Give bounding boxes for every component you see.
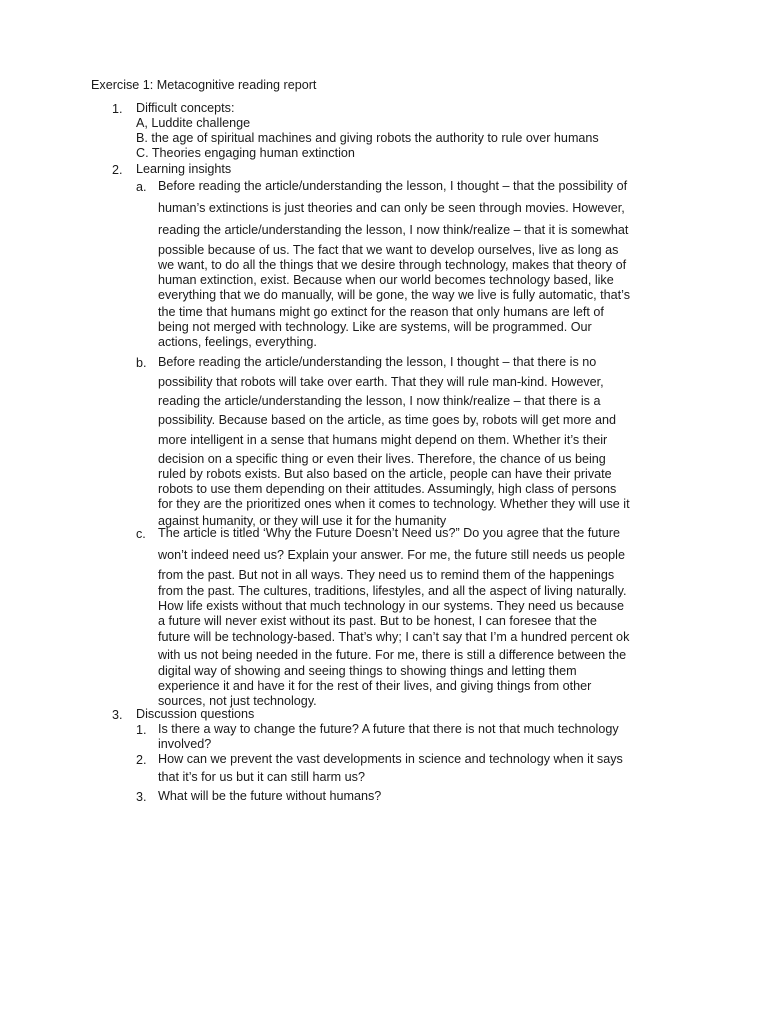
paragraph-line: from the past. The cultures, traditions, lifestyles, and all the aspect of living naturally. (158, 584, 627, 598)
paragraph-line: possibility. Because based on the article, as time goes by, robots will get more and (158, 413, 617, 427)
paragraph-line: actions, feelings, everything. (158, 335, 317, 349)
paragraph-line: ruled by robots exists. But also based on the article, people can have their private (158, 467, 612, 481)
subitem-2c-paragraph (158, 526, 718, 709)
paragraph-line: human’s extinctions is just theories and can only be seen through movies. However, (158, 201, 625, 215)
question-line: that it’s for us but it can still harm us? (158, 770, 365, 784)
paragraph-line: sources, not just technology. (158, 694, 317, 708)
item-3-heading: Discussion questions (136, 707, 255, 721)
paragraph-line: being not merged with technology. Like are systems, will be programmed. Our (158, 320, 592, 334)
question-line: Is there a way to change the future? A future that there is not that much technology (158, 722, 619, 736)
question-line: How can we prevent the vast developments in science and technology when it says (158, 752, 623, 766)
item-1-number: 1. (112, 102, 123, 116)
paragraph-line: decision on a specific thing or even their lives. Therefore, the chance of us being (158, 452, 606, 466)
paragraph-line: reading the article/understanding the lesson, I now think/realize – that it is somewhat (158, 223, 629, 237)
question-line: What will be the future without humans? (158, 789, 382, 803)
document-title: Exercise 1: Metacognitive reading report (91, 78, 317, 92)
question-1-marker: 1. (136, 723, 147, 737)
question-2-marker: 2. (136, 753, 147, 767)
item-1-line: B. the age of spiritual machines and giving robots the authority to rule over humans (136, 131, 599, 145)
paragraph-line: more intelligent in a sense that humans might depend on them. Whether it’s their (158, 433, 608, 447)
item-1-block (136, 101, 599, 161)
question-1 (158, 722, 718, 752)
subitem-2a-marker: a. (136, 180, 147, 194)
paragraph-line: a future will never exist without its past. But to be honest, I can foresee that the (158, 614, 597, 628)
paragraph-line: from the past. But not in all ways. They need us to remind them of the happenings (158, 568, 615, 582)
paragraph-line: experience it and have it for the rest of their lives, and giving things from other (158, 679, 592, 693)
paragraph-line: Before reading the article/understanding the lesson, I thought – that there is no (158, 355, 597, 369)
subitem-2b-marker: b. (136, 356, 147, 370)
subitem-2c-marker: c. (136, 527, 146, 541)
paragraph-line: Before reading the article/understanding the lesson, I thought – that the possibility of (158, 179, 628, 193)
paragraph-line: reading the article/understanding the lesson, I now think/realize – that there is a (158, 394, 601, 408)
paragraph-line: digital way of showing and seeing things to showing things and letting them (158, 664, 577, 678)
item-1-line: C. Theories engaging human extinction (136, 146, 355, 160)
paragraph-line: human extinction, exist. Because when our world becomes technology based, like (158, 273, 614, 287)
subitem-2b-paragraph (158, 355, 718, 529)
item-2-number: 2. (112, 163, 123, 177)
item-2-heading: Learning insights (136, 162, 232, 176)
question-2 (158, 752, 718, 785)
paragraph-line: against humanity, or they will use it for the humanity (158, 514, 447, 528)
item-1-heading: Difficult concepts: (136, 101, 235, 115)
question-3-marker: 3. (136, 790, 147, 804)
paragraph-line: won’t indeed need us? Explain your answer. For me, the future still needs us people (158, 548, 625, 562)
paragraph-line: with us not being needed in the future. For me, there is still a difference between the (158, 648, 627, 662)
paragraph-line: The article is titled ‘Why the Future Doesn’t Need us?” Do you agree that the future (158, 526, 621, 540)
paragraph-line: possibility that robots will take over earth. That they will rule man-kind. However, (158, 375, 604, 389)
question-line: involved? (158, 737, 212, 751)
question-3 (158, 789, 718, 804)
item-3-heading-block (136, 707, 254, 722)
item-2-heading-block (136, 162, 231, 177)
paragraph-line: everything that we do manually, will be gone, the way we live is fully automatic, that’s (158, 288, 631, 302)
paragraph-line: we want, to do all the things that we desire through technology, makes that theory of (158, 258, 627, 272)
item-1-line: A, Luddite challenge (136, 116, 251, 130)
subitem-2a-paragraph (158, 179, 718, 350)
paragraph-line: future will be technology-based. That’s why; I can’t say that I’m a hundred percent ok (158, 630, 630, 644)
item-3-number: 3. (112, 708, 123, 722)
paragraph-line: robots to use them depending on their attitudes. Assumingly, high class of persons (158, 482, 617, 496)
paragraph-line: the time that humans might go extinct for the reason that only humans are left of (158, 305, 604, 319)
paragraph-line: possible because of us. The fact that we want to develop ourselves, live as long as (158, 243, 619, 257)
paragraph-line: for they are the prioritized ones when it comes to technology. Whether they will use it (158, 497, 630, 511)
paragraph-line: How life exists without that much technology in our systems. They need us because (158, 599, 624, 613)
